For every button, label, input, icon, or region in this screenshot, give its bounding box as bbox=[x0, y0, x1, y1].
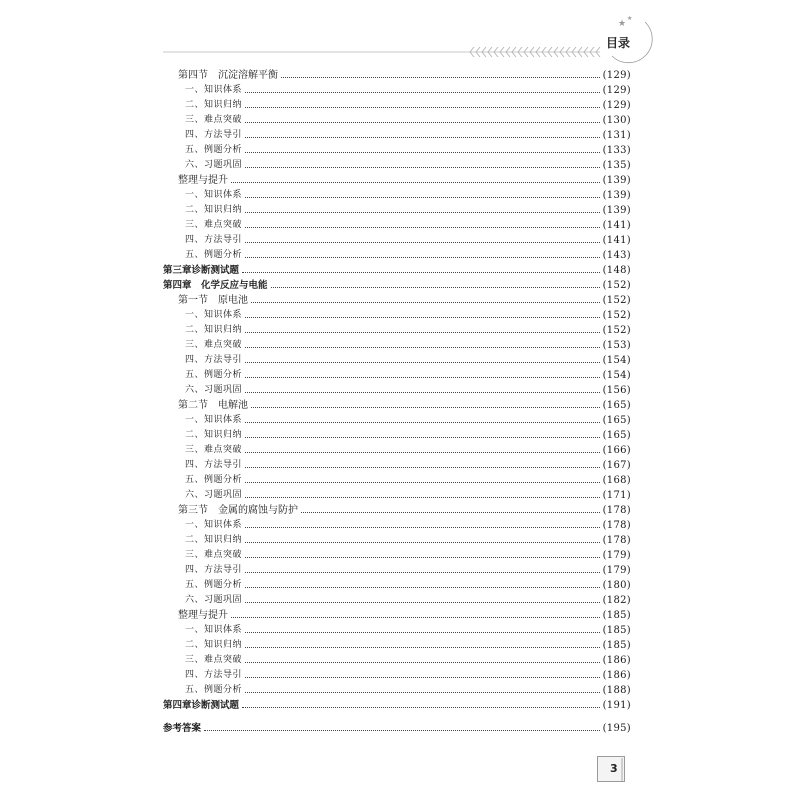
page-header bbox=[0, 0, 800, 70]
toc-entry-label: 第四章 化学反应与电能 bbox=[163, 280, 268, 291]
toc-entry-label: 二、知识归纳 bbox=[185, 325, 243, 335]
toc-entry-label: 六、习题巩固 bbox=[185, 160, 243, 170]
dot-leader bbox=[245, 242, 600, 243]
toc-page-number: (139) bbox=[602, 205, 631, 216]
toc-page-number: (168) bbox=[602, 475, 631, 486]
toc-page-number: (166) bbox=[602, 445, 631, 456]
toc-entry-label: 五、例题分析 bbox=[185, 370, 243, 380]
dot-leader bbox=[245, 557, 600, 558]
toc-page-number: (165) bbox=[602, 430, 631, 441]
toc-page-number: (178) bbox=[602, 520, 631, 531]
toc-item-row[interactable] bbox=[163, 683, 631, 698]
toc-page-number: (179) bbox=[602, 550, 631, 561]
dot-leader bbox=[245, 467, 600, 468]
toc-entry-label: 第二节 电解池 bbox=[178, 400, 248, 411]
dot-leader bbox=[245, 647, 600, 648]
toc-entry-label: 第一节 原电池 bbox=[178, 295, 248, 306]
dot-leader bbox=[245, 392, 600, 393]
toc-item-row[interactable] bbox=[163, 488, 631, 503]
toc-item-row[interactable] bbox=[163, 458, 631, 473]
toc-page-number: (186) bbox=[602, 655, 631, 666]
toc-page-number: (139) bbox=[602, 175, 631, 186]
toc-entry-label: 三、难点突破 bbox=[185, 115, 243, 125]
toc-chapter-row[interactable] bbox=[163, 278, 631, 293]
toc-item-row[interactable] bbox=[163, 83, 631, 98]
star-icon: ★ bbox=[627, 15, 633, 22]
toc-page-number: (156) bbox=[602, 385, 631, 396]
toc-page-number: (154) bbox=[602, 370, 631, 381]
dot-leader bbox=[281, 77, 600, 78]
toc-entry-label: 第四节 沉淀溶解平衡 bbox=[178, 70, 278, 81]
toc-page-number: (141) bbox=[602, 220, 631, 231]
dot-leader bbox=[231, 182, 600, 183]
dot-leader bbox=[245, 677, 600, 678]
dot-leader bbox=[245, 602, 600, 603]
dot-leader bbox=[245, 317, 600, 318]
toc-entry-label: 第三节 金属的腐蚀与防护 bbox=[178, 505, 298, 516]
toc-entry-label: 整理与提升 bbox=[178, 175, 228, 186]
toc-item-row[interactable] bbox=[163, 473, 631, 488]
toc-item-row[interactable] bbox=[163, 188, 631, 203]
toc-entry-label: 六、习题巩固 bbox=[185, 490, 243, 500]
dot-leader bbox=[251, 407, 600, 408]
toc-entry-label: 一、知识体系 bbox=[185, 310, 243, 320]
toc-page-number: (133) bbox=[602, 145, 631, 156]
toc-item-row[interactable] bbox=[163, 323, 631, 338]
dot-leader bbox=[245, 482, 600, 483]
toc-entry-label: 一、知识体系 bbox=[185, 190, 243, 200]
toc-page-number: (153) bbox=[602, 340, 631, 351]
toc-page-number: (141) bbox=[602, 235, 631, 246]
toc-page-number: (154) bbox=[602, 355, 631, 366]
toc-section-row[interactable] bbox=[163, 503, 631, 518]
dot-leader bbox=[245, 632, 600, 633]
toc-item-row[interactable] bbox=[163, 218, 631, 233]
dot-leader bbox=[204, 730, 600, 731]
toc-item-row[interactable] bbox=[163, 653, 631, 668]
toc-chapter-row[interactable] bbox=[163, 263, 631, 278]
toc-entry-label: 四、方法导引 bbox=[185, 670, 243, 680]
toc-page-number: (185) bbox=[602, 625, 631, 636]
toc-item-row[interactable] bbox=[163, 518, 631, 533]
star-icon: ★ bbox=[618, 19, 627, 29]
dot-leader bbox=[245, 527, 600, 528]
dot-leader bbox=[301, 512, 600, 513]
toc-item-row[interactable] bbox=[163, 668, 631, 683]
toc-page-number: (152) bbox=[602, 280, 631, 291]
toc-entry-label: 五、例题分析 bbox=[185, 250, 243, 260]
header-title: 目录 bbox=[606, 36, 631, 50]
toc-entry-label: 参考答案 bbox=[163, 723, 202, 734]
toc-item-row[interactable] bbox=[163, 233, 631, 248]
dot-leader bbox=[245, 497, 600, 498]
toc-item-row[interactable] bbox=[163, 308, 631, 323]
dot-leader bbox=[245, 572, 600, 573]
toc-spacer bbox=[163, 713, 631, 721]
toc-item-row[interactable] bbox=[163, 428, 631, 443]
dot-leader bbox=[245, 422, 600, 423]
page-number: 3 bbox=[610, 762, 618, 775]
toc-entry-label: 四、方法导引 bbox=[185, 130, 243, 140]
toc-page-number: (135) bbox=[602, 160, 631, 171]
toc-page-number: (191) bbox=[602, 700, 631, 711]
toc-item-row[interactable] bbox=[163, 548, 631, 563]
dot-leader bbox=[245, 662, 600, 663]
toc-page-number: (182) bbox=[602, 595, 631, 606]
toc-entry-label: 四、方法导引 bbox=[185, 235, 243, 245]
dot-leader bbox=[245, 92, 600, 93]
toc-page-number: (195) bbox=[602, 723, 631, 734]
dot-leader bbox=[245, 362, 600, 363]
toc-section-row[interactable] bbox=[163, 293, 631, 308]
dot-leader bbox=[245, 227, 600, 228]
toc-entry-label: 二、知识归纳 bbox=[185, 535, 243, 545]
dot-leader bbox=[245, 107, 600, 108]
toc-section-row[interactable] bbox=[163, 68, 631, 83]
dot-leader bbox=[245, 197, 600, 198]
toc-page-number: (186) bbox=[602, 670, 631, 681]
dot-leader bbox=[245, 332, 600, 333]
toc-page-number: (152) bbox=[602, 295, 631, 306]
toc-page-number: (165) bbox=[602, 415, 631, 426]
toc-section-row[interactable] bbox=[163, 608, 631, 623]
toc-section-row[interactable] bbox=[163, 398, 631, 413]
toc-entry-label: 六、习题巩固 bbox=[185, 595, 243, 605]
dot-leader bbox=[251, 302, 600, 303]
dot-leader bbox=[231, 617, 600, 618]
header-decoration bbox=[0, 0, 800, 70]
dot-leader bbox=[245, 137, 600, 138]
toc-entry-label: 四、方法导引 bbox=[185, 460, 243, 470]
toc-entry-label: 五、例题分析 bbox=[185, 685, 243, 695]
toc-entry-label: 四、方法导引 bbox=[185, 565, 243, 575]
toc-page-number: (130) bbox=[602, 115, 631, 126]
toc-page-number: (167) bbox=[602, 460, 631, 471]
toc-entry-label: 二、知识归纳 bbox=[185, 640, 243, 650]
toc-chapter-row[interactable] bbox=[163, 698, 631, 713]
toc-page-number: (129) bbox=[602, 85, 631, 96]
toc-item-row[interactable] bbox=[163, 638, 631, 653]
toc-item-row[interactable] bbox=[163, 533, 631, 548]
toc-entry-label: 三、难点突破 bbox=[185, 220, 243, 230]
toc-page-number: (129) bbox=[602, 100, 631, 111]
toc-page-number: (178) bbox=[602, 505, 631, 516]
toc-entry-label: 五、例题分析 bbox=[185, 580, 243, 590]
toc-entry-label: 二、知识归纳 bbox=[185, 100, 243, 110]
toc-item-row[interactable] bbox=[163, 443, 631, 458]
toc-entry-label: 三、难点突破 bbox=[185, 445, 243, 455]
toc-entry-label: 一、知识体系 bbox=[185, 85, 243, 95]
toc-item-row[interactable] bbox=[163, 338, 631, 353]
toc-item-row[interactable] bbox=[163, 203, 631, 218]
toc-page-number: (178) bbox=[602, 535, 631, 546]
dot-leader bbox=[245, 257, 600, 258]
toc-page-number: (179) bbox=[602, 565, 631, 576]
toc-page-number: (129) bbox=[602, 70, 631, 81]
toc-entry-label: 五、例题分析 bbox=[185, 145, 243, 155]
toc-entry-label: 五、例题分析 bbox=[185, 475, 243, 485]
dot-leader bbox=[245, 452, 600, 453]
toc-page-number: (143) bbox=[602, 250, 631, 261]
toc-entry-label: 三、难点突破 bbox=[185, 655, 243, 665]
toc-page-number: (185) bbox=[602, 610, 631, 621]
dot-leader bbox=[245, 542, 600, 543]
toc-entry-label: 第三章诊断测试题 bbox=[163, 265, 240, 276]
toc-page-number: (171) bbox=[602, 490, 631, 501]
dot-leader bbox=[245, 167, 600, 168]
toc-page-number: (139) bbox=[602, 190, 631, 201]
toc-entry-label: 二、知识归纳 bbox=[185, 205, 243, 215]
toc-entry-label: 六、习题巩固 bbox=[185, 385, 243, 395]
table-of-contents bbox=[163, 68, 631, 736]
toc-entry-label: 整理与提升 bbox=[178, 610, 228, 621]
toc-entry-label: 二、知识归纳 bbox=[185, 430, 243, 440]
dot-leader bbox=[245, 692, 600, 693]
toc-page-number: (185) bbox=[602, 640, 631, 651]
dot-leader bbox=[245, 587, 600, 588]
toc-item-row[interactable] bbox=[163, 413, 631, 428]
toc-item-row[interactable] bbox=[163, 248, 631, 263]
toc-section-row[interactable] bbox=[163, 173, 631, 188]
toc-item-row[interactable] bbox=[163, 128, 631, 143]
toc-item-row[interactable] bbox=[163, 623, 631, 638]
dot-leader bbox=[245, 437, 600, 438]
toc-entry-label: 四、方法导引 bbox=[185, 355, 243, 365]
toc-item-row[interactable] bbox=[163, 113, 631, 128]
dot-leader bbox=[242, 707, 600, 708]
dot-leader bbox=[245, 347, 600, 348]
toc-entry-label: 第四章诊断测试题 bbox=[163, 700, 240, 711]
toc-chapter-row[interactable] bbox=[163, 721, 631, 736]
toc-page-number: (152) bbox=[602, 310, 631, 321]
toc-item-row[interactable] bbox=[163, 158, 631, 173]
dot-leader bbox=[245, 377, 600, 378]
dot-leader bbox=[245, 212, 600, 213]
toc-item-row[interactable] bbox=[163, 563, 631, 578]
toc-item-row[interactable] bbox=[163, 353, 631, 368]
toc-item-row[interactable] bbox=[163, 383, 631, 398]
toc-page-number: (148) bbox=[602, 265, 631, 276]
dot-leader bbox=[271, 287, 600, 288]
toc-page-number: (188) bbox=[602, 685, 631, 696]
toc-page-number: (180) bbox=[602, 580, 631, 591]
toc-entry-label: 三、难点突破 bbox=[185, 550, 243, 560]
toc-item-row[interactable] bbox=[163, 368, 631, 383]
toc-entry-label: 一、知识体系 bbox=[185, 520, 243, 530]
dot-leader bbox=[242, 272, 600, 273]
dot-leader bbox=[245, 152, 600, 153]
toc-entry-label: 一、知识体系 bbox=[185, 415, 243, 425]
toc-item-row[interactable] bbox=[163, 143, 631, 158]
toc-page-number: (165) bbox=[602, 400, 631, 411]
dot-leader bbox=[245, 122, 600, 123]
toc-entry-label: 三、难点突破 bbox=[185, 340, 243, 350]
toc-item-row[interactable] bbox=[163, 98, 631, 113]
toc-item-row[interactable] bbox=[163, 593, 631, 608]
toc-page-number: (131) bbox=[602, 130, 631, 141]
toc-item-row[interactable] bbox=[163, 578, 631, 593]
toc-page-number: (152) bbox=[602, 325, 631, 336]
toc-entry-label: 一、知识体系 bbox=[185, 625, 243, 635]
